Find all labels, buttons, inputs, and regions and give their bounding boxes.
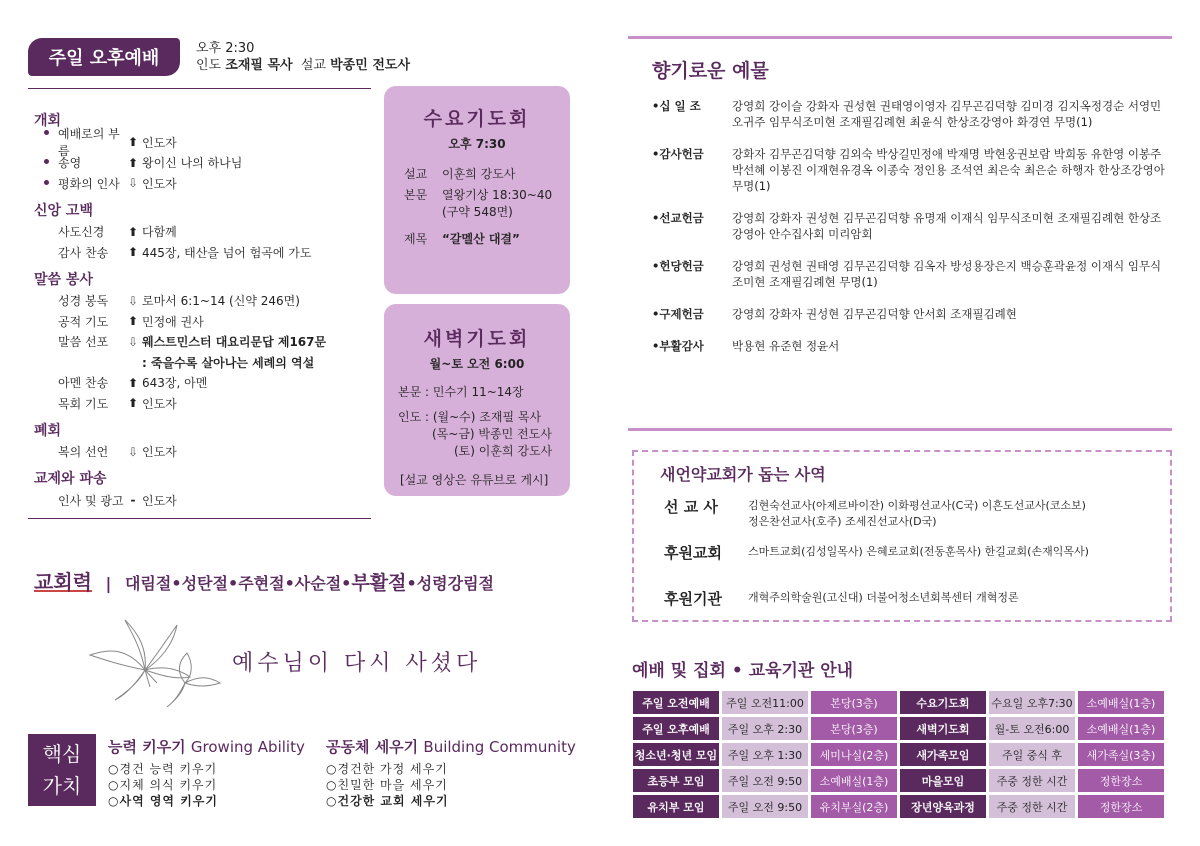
sit-arrow-icon: ⇩ [127, 334, 139, 349]
order-item-label: 말씀 선포 [58, 335, 109, 350]
missionary-label: 선 교 사 [664, 498, 718, 516]
dawn-lead3: (토) 이훈희 강도사 [454, 444, 553, 458]
ability-item: ○사역 영역 키우기 [108, 794, 218, 808]
schedule-cell: 월-토 오전6:00 [989, 717, 1075, 740]
offering-names: 강영희 권성현 권태영 김무곤김덕향 김옥자 방성용장은지 백승훈곽윤정 이재식 임무식 조미현 조재필김례현 무명(1) [732, 259, 1162, 289]
order-item-label: 사도신경 [58, 225, 105, 240]
dawn-title: 새벽기도회 [423, 328, 531, 350]
schedule-cell: 유치부 모임 [633, 795, 719, 818]
calendar-season: 사순절 [294, 574, 342, 593]
core-values-box [28, 734, 96, 806]
dawn-lead1: 인도 : (월~수) 조재필 목사 [398, 410, 542, 424]
wednesday-theme: “갈멜산 대결” [442, 232, 520, 246]
sermon-label: 설교 [300, 58, 326, 73]
wednesday-theme-label: 제목 [404, 232, 428, 246]
sit-arrow-icon: ⇩ [127, 293, 139, 308]
schedule-cell: 소예배실(1층) [811, 769, 897, 792]
offering-names: 강영희 강화자 권성현 김무곤김덕향 유명재 이재식 임무식조미현 조재필김례현 한상조강영아 안수집사회 미리암회 [732, 211, 1162, 241]
missionary-line2: 정은찬선교사(호주) 조세진선교사(D국) [748, 515, 937, 528]
order-item-value: 445장, 태산을 넘어 험곡에 가도 [142, 245, 312, 260]
sit-arrow-icon: ⇩ [127, 176, 139, 191]
core-box-line1: 핵심 [42, 742, 82, 766]
wednesday-text2: (구약 548면) [442, 205, 513, 219]
schedule-cell: 유치부실(2층) [811, 795, 897, 818]
offering-row [652, 98, 1172, 130]
offering-row [652, 146, 1172, 194]
order-item-value: 인도자 [142, 396, 177, 411]
schedule-cell: 주일 오후 1:30 [722, 743, 808, 766]
dawn-text: 본문 : 민수기 11~14장 [398, 385, 524, 399]
order-section-title: 교제와 파송 [34, 471, 107, 487]
sermon-name: 박종민 전도사 [330, 58, 410, 73]
schedule-cell: 새벽기도회 [900, 717, 986, 740]
wednesday-title: 수요기도회 [423, 108, 531, 130]
offering-type: •선교헌금 [652, 211, 704, 225]
service-time: 오후 2:30 [196, 41, 255, 56]
schedule-cell: 주중 정한 시간 [989, 769, 1075, 792]
schedule-cell: 주일 오전 9:50 [722, 795, 808, 818]
order-item-value: 인도자 [142, 445, 177, 460]
bullet-icon: • [406, 574, 417, 593]
calendar-seasons [125, 574, 494, 593]
schedule-title: 예배 및 집회 • 교육기관 안내 [632, 661, 854, 681]
community-item: ○경건한 가정 세우기 [326, 762, 448, 776]
calendar-season: 대림절 [124, 574, 172, 593]
schedule-cell: 마을모임 [900, 769, 986, 792]
core-ability [108, 736, 305, 809]
calendar-title: 교회력 [34, 570, 92, 594]
ability-item: ○지체 의식 키우기 [108, 778, 218, 792]
core-community [326, 736, 576, 809]
church-list: 스마트교회(김성일목사) 은혜로교회(전동훈목사) 한길교회(손재익목사) [748, 545, 1089, 558]
order-item-value: 웨스트민스터 대요리문답 제167문 [142, 335, 327, 350]
schedule-row [633, 717, 1164, 740]
schedule-cell: 본당(3층) [811, 691, 897, 714]
calendar-season: 부활절 [351, 572, 407, 594]
mission-title: 새언약교회가 돕는 사역 [660, 465, 826, 484]
divider [628, 36, 1172, 39]
schedule-cell: 새가족실(3층) [1078, 743, 1164, 766]
order-item-label: 감사 찬송 [58, 245, 109, 260]
schedule-cell: 주일 오전11:00 [722, 691, 808, 714]
calendar-season: 주현절 [238, 574, 285, 593]
offering-names: 강영희 강화자 권성현 김무곤김덕향 안서회 조재필김례현 [732, 307, 1017, 321]
sit-arrow-icon: - [130, 493, 136, 508]
order-item [34, 153, 374, 174]
order-item [34, 332, 374, 353]
stand-arrow-icon: ⬆ [127, 375, 139, 390]
order-item-label: 인사 및 광고 [58, 493, 124, 508]
order-item-value: 다함께 [142, 225, 177, 240]
order-item-label: 예배로의 부름 [34, 125, 124, 159]
offering-row [652, 306, 1172, 322]
bullet-icon: • [341, 574, 352, 593]
wednesday-text: 열왕기상 18:30~40 [442, 188, 553, 202]
schedule-cell: 수요기도회 [900, 691, 986, 714]
order-item [34, 127, 374, 159]
dawn-lead2: (목~금) 박종민 전도사 [432, 427, 552, 441]
schedule-row [633, 795, 1164, 818]
offering-names: 박용현 유준현 정윤서 [732, 339, 840, 353]
order-item [34, 442, 374, 463]
order-item-value: 민정애 권사 [142, 314, 204, 329]
schedule-cell: 장년양육과정 [900, 795, 986, 818]
service-title: 주일 오후예배 [28, 38, 180, 76]
church-calendar: 교회력 | 대림절•성탄절•주현절•사순절•부활절•성령강림절 [34, 570, 494, 594]
divider [28, 518, 371, 519]
org-list: 개혁주의학술원(고신대) 더불어청소년회복센터 개혁정론 [748, 591, 1019, 604]
schedule-cell: 주일 오후 2:30 [722, 717, 808, 740]
bullet-icon: • [284, 574, 295, 593]
order-item-label: 송영 [34, 154, 124, 171]
offering-type: •십 일 조 [652, 99, 701, 113]
divider [628, 428, 1172, 431]
order-item-label: 목회 기도 [58, 396, 109, 411]
offerings-title: 향기로운 예물 [652, 60, 769, 82]
dawn-time: 월~토 오전 6:00 [429, 357, 525, 371]
schedule-cell: 수요일 오후7:30 [989, 691, 1075, 714]
schedule-row [633, 743, 1164, 766]
order-item-label: 복의 선언 [58, 445, 109, 460]
schedule-cell: 새가족모임 [900, 743, 986, 766]
wednesday-prayer-box [384, 86, 570, 294]
missionary-row [664, 496, 1086, 530]
order-item [34, 222, 374, 243]
schedule-cell: 청소년·청년 모임 [633, 743, 719, 766]
order-section-title: 신앙 고백 [34, 202, 93, 219]
lily-illustration [85, 615, 225, 710]
community-en: Building Community [423, 738, 576, 756]
lead-name: 조재필 목사 [225, 58, 293, 73]
schedule-cell: 초등부 모임 [633, 769, 719, 792]
dawn-note: [설교 영상은 유튜브로 게시] [400, 473, 549, 487]
order-item-label: 공적 기도 [58, 314, 109, 329]
offering-row [652, 258, 1172, 290]
offering-type: •부활감사 [652, 339, 704, 353]
order-item [34, 173, 374, 194]
resurrection-message: 예수님이 다시 사셨다 [232, 651, 482, 676]
offering-row [652, 210, 1172, 242]
order-of-worship [34, 104, 374, 511]
offering-type: •구제헌금 [652, 307, 704, 321]
order-item-value: : 죽을수록 살아나는 세례의 역설 [142, 355, 315, 370]
missionary-line1: 김현숙선교사(아제르바이잔) 이화평선교사(C국) 이흔도선교사(코소보) [748, 499, 1086, 512]
ability-en: Growing Ability [190, 738, 305, 756]
order-section-title: 개회 [34, 113, 62, 129]
dawn-prayer-box [384, 304, 570, 496]
calendar-season: 성탄절 [181, 574, 228, 593]
divider [28, 88, 371, 89]
order-item-value: 인도자 [142, 135, 177, 150]
stand-arrow-icon: ⬆ [127, 245, 139, 260]
order-item-label: 아멘 찬송 [58, 376, 109, 391]
offering-names: 강영희 강이슬 강화자 권성현 권태영이영자 김무곤김덕향 김미경 김지옥정경순 서영민 오귀주 임무식조미현 조재필김례현 최윤식 한상조강영아 화경연 무명(1) [732, 99, 1162, 129]
church-row [664, 542, 1089, 563]
calendar-season: 성령강림절 [416, 574, 494, 593]
order-item-label: 평화의 인사 [34, 175, 124, 192]
core-box-line2: 가치 [42, 774, 82, 798]
order-item-value: 인도자 [142, 176, 177, 191]
order-item [34, 311, 374, 332]
ability-title: 능력 키우기 [108, 738, 186, 756]
wednesday-sermon: 이훈희 강도사 [442, 167, 516, 181]
offerings-list [652, 98, 1172, 370]
wednesday-time: 오후 7:30 [448, 137, 506, 151]
order-item-value: 왕이신 나의 하나님 [142, 156, 243, 171]
church-label: 후원교회 [664, 544, 722, 562]
ability-item: ○경건 능력 키우기 [108, 762, 218, 776]
offering-type: •감사헌금 [652, 147, 704, 161]
community-item: ○건강한 교회 세우기 [326, 794, 449, 808]
order-section-title: 폐회 [34, 422, 62, 439]
stand-arrow-icon: ⬆ [127, 396, 139, 411]
schedule-table [630, 688, 1175, 821]
order-item-label: 성경 봉독 [58, 294, 109, 309]
stand-arrow-icon: ⬆ [127, 135, 139, 150]
schedule-cell: 세미나실(2층) [811, 743, 897, 766]
schedule-cell: 정한장소 [1078, 769, 1164, 792]
wednesday-sermon-label: 설교 [404, 167, 428, 181]
order-item [34, 352, 374, 373]
stand-arrow-icon: ⬆ [127, 314, 139, 329]
order-item-value: 643장, 아멘 [142, 376, 208, 391]
schedule-cell: 본당(3층) [811, 717, 897, 740]
order-item [34, 373, 374, 394]
stand-arrow-icon: ⬆ [127, 224, 139, 239]
order-item [34, 490, 374, 511]
offering-type: •헌당헌금 [652, 259, 704, 273]
org-row [664, 588, 1019, 609]
offering-row [652, 338, 1172, 354]
wednesday-text-label: 본문 [404, 188, 428, 202]
sit-arrow-icon: ⇩ [127, 444, 139, 459]
order-item-value: 인도자 [142, 493, 177, 508]
bullet-icon: • [227, 574, 239, 593]
community-item: ○친밀한 마을 세우기 [326, 778, 448, 792]
offering-names: 강화자 김무곤김덕향 김외숙 박상길민정애 박재명 박현웅권보람 박희동 유한영 이봉주 박선혜 이봉진 이재현유경옥 이종숙 정인용 조석연 최은숙 최은순 하행자 한상조강영아 무명(1) [732, 147, 1165, 193]
order-item [34, 291, 374, 312]
bullet-icon: • [171, 574, 182, 593]
order-item-value: 로마서 6:1~14 (신약 246면) [142, 294, 300, 309]
schedule-cell: 소예배실(1층) [1078, 691, 1164, 714]
schedule-row [633, 691, 1164, 714]
stand-arrow-icon: ⬆ [127, 155, 139, 170]
schedule-cell: 주중 정한 시간 [989, 795, 1075, 818]
schedule-row [633, 769, 1164, 792]
order-item [34, 393, 374, 414]
schedule-cell: 주일 중식 후 [989, 743, 1075, 766]
schedule-cell: 주일 오전 9:50 [722, 769, 808, 792]
order-item [34, 242, 374, 263]
community-title: 공동체 세우기 [326, 738, 419, 756]
service-info [196, 40, 410, 74]
schedule-cell: 주일 오후예배 [633, 717, 719, 740]
schedule-cell: 주일 오전예배 [633, 691, 719, 714]
schedule-cell: 소예배실(1층) [1078, 717, 1164, 740]
order-section-title: 말씀 봉사 [34, 271, 93, 288]
lead-label: 인도 [196, 58, 222, 73]
org-label: 후원기관 [664, 590, 722, 608]
schedule-cell: 정한장소 [1078, 795, 1164, 818]
